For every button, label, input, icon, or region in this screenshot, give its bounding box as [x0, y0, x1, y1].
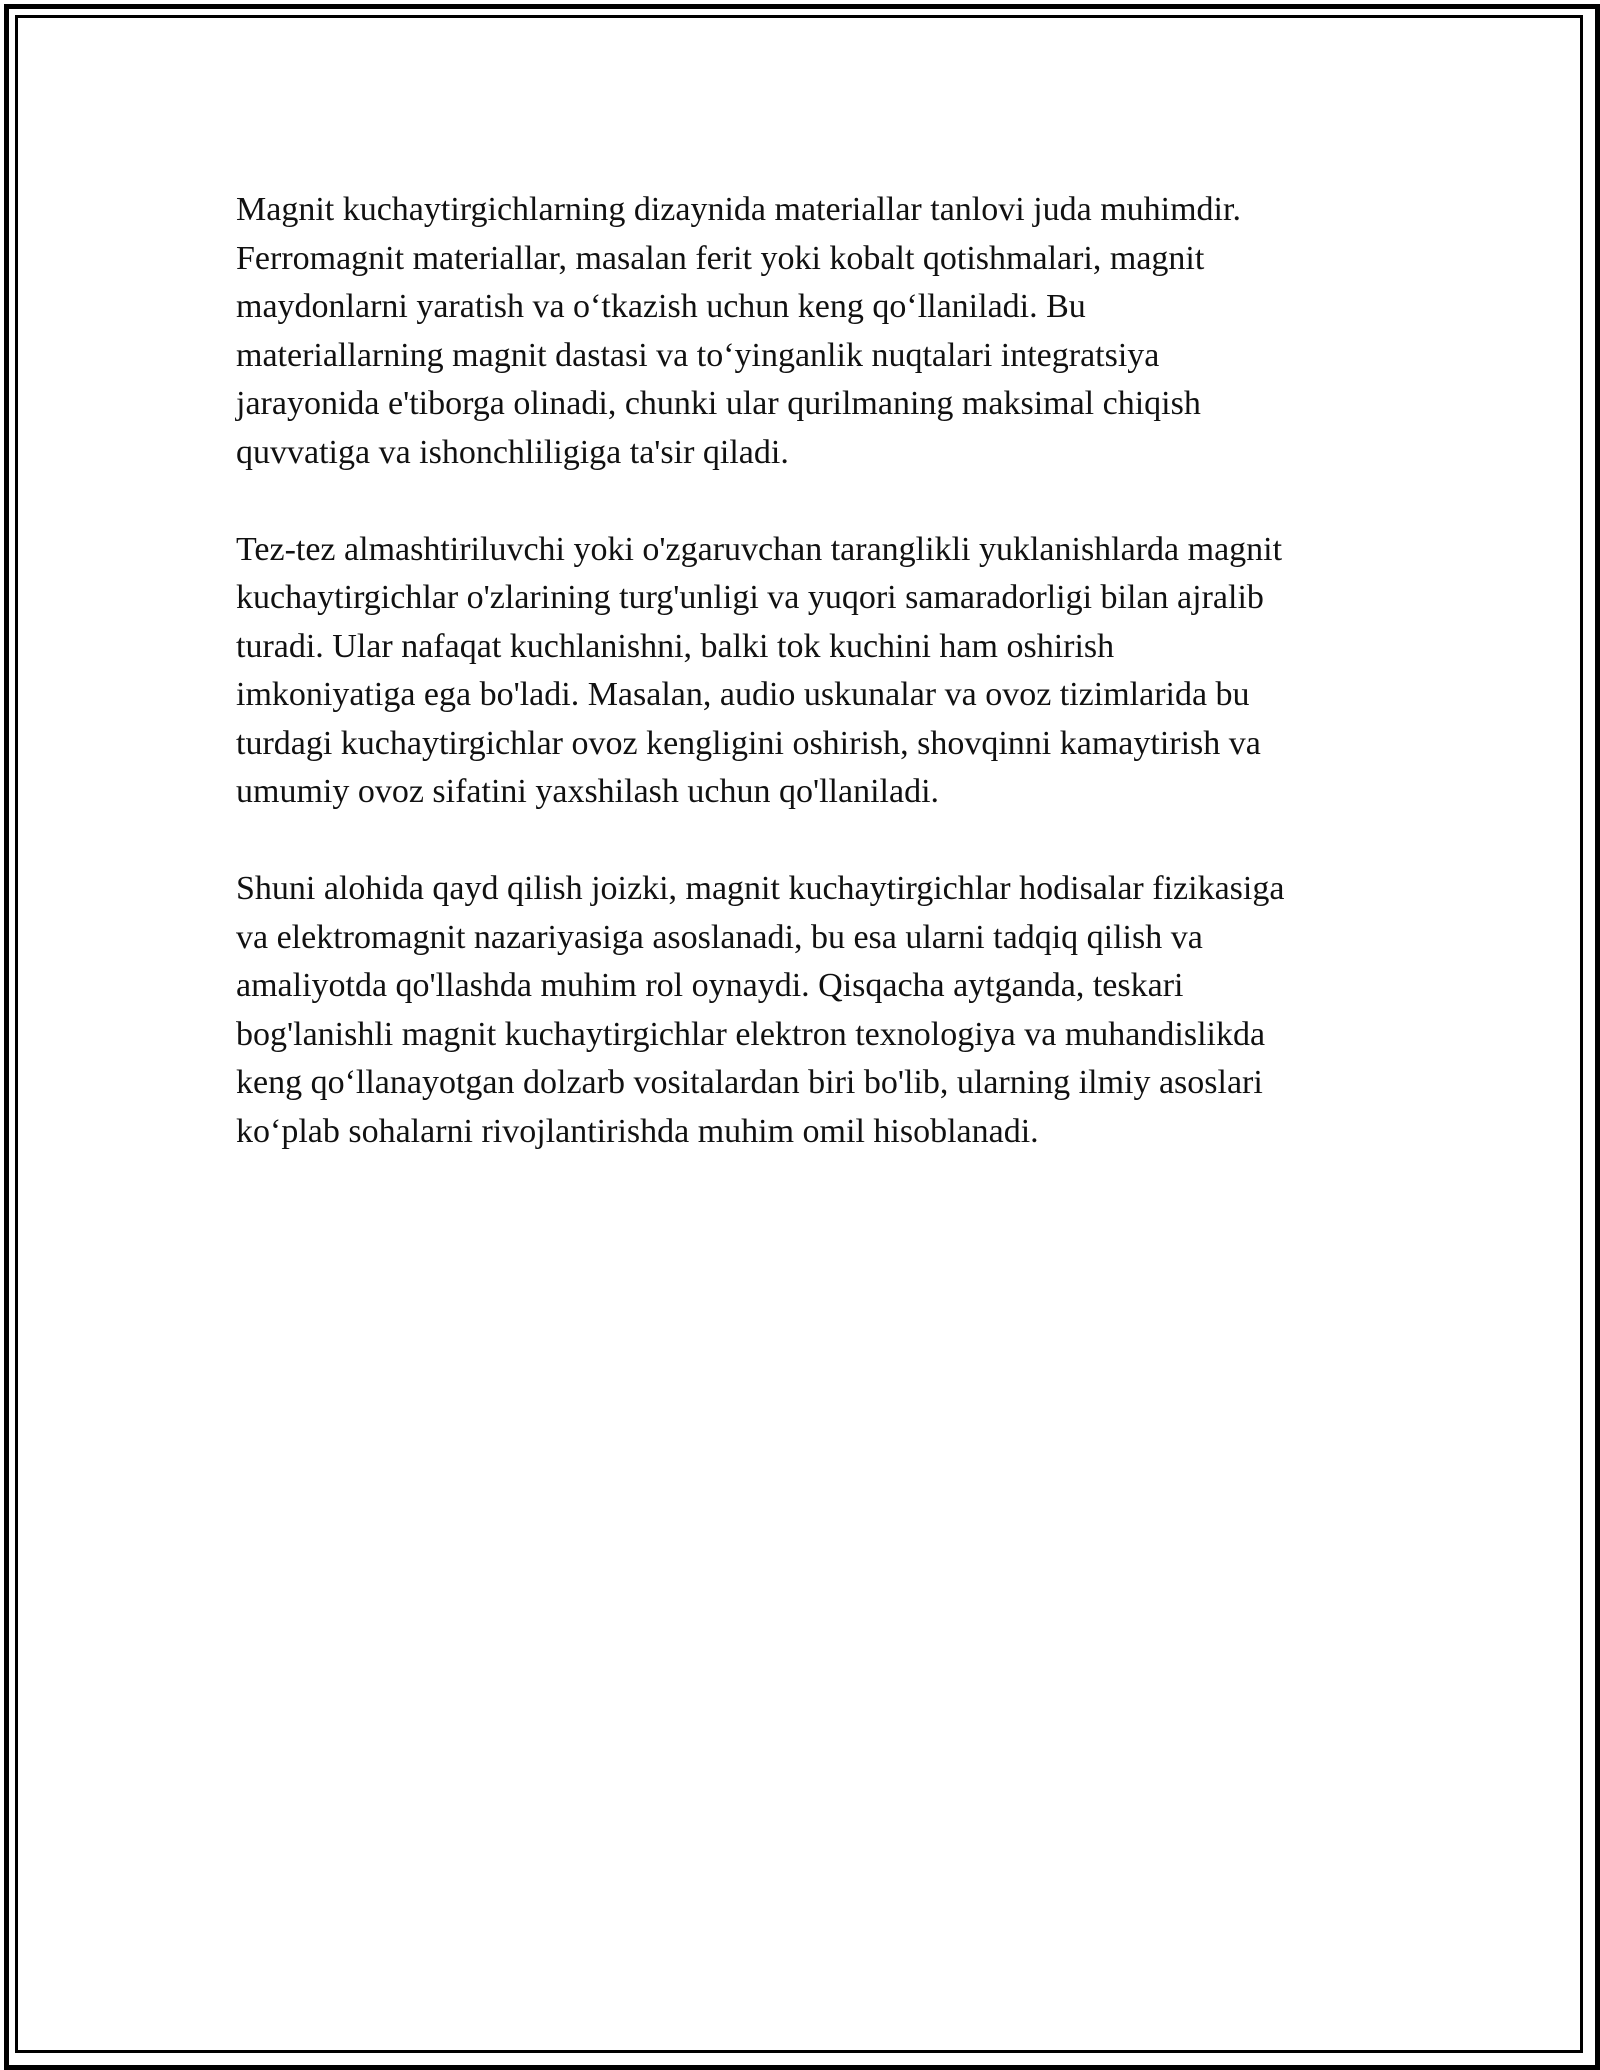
paragraph-line: amaliyotda qo'llashda muhim rol oynaydi. Qisqacha aytganda, teskari [236, 967, 1184, 1004]
paragraph-line: Tez-tez almashtiriluvchi yoki o'zgaruvchan taranglikli yuklanishlarda magnit [236, 530, 1283, 568]
paragraph-line: materiallarning magnit dastasi va to‘yinganlik nuqtalari integratsiya [236, 336, 1160, 374]
paragraph-line: maydonlarni yaratish va o‘tkazish uchun keng qo‘llaniladi. Bu [236, 288, 1086, 325]
paragraph-line: turadi. Ular nafaqat kuchlanishni, balki tok kuchini ham oshirish [236, 627, 1115, 665]
paragraph-line: Ferromagnit materiallar, masalan ferit yoki kobalt qotishmalari, magnit [236, 239, 1205, 277]
paragraph-2 [236, 526, 1386, 817]
paragraph-line: turdagi kuchaytirgichlar ovoz kengligini oshirish, shovqinni kamaytirish va [236, 724, 1261, 762]
paragraph-line: jarayonida e'tiborga olinadi, chunki ular qurilmaning maksimal chiqish [236, 385, 1201, 422]
document-body [236, 186, 1386, 1205]
paragraph-line: va elektromagnit nazariyasiga asoslanadi, bu esa ularni tadqiq qilish va [236, 918, 1203, 956]
paragraph-line: keng qo‘llanayotgan dolzarb vositalardan biri bo'lib, ularning ilmiy asoslari [236, 1064, 1263, 1101]
paragraph-line: umumiy ovoz sifatini yaxshilash uchun qo'llaniladi. [236, 773, 940, 810]
paragraph-line: quvvatiga va ishonchliligiga ta'sir qiladi. [236, 433, 789, 471]
paragraph-line: bog'lanishli magnit kuchaytirgichlar elektron texnologiya va muhandislikda [236, 1015, 1266, 1053]
paragraph-line: imkoniyatiga ega bo'ladi. Masalan, audio uskunalar va ovoz tizimlarida bu [236, 676, 1250, 713]
paragraph-line: Shuni alohida qayd qilish joizki, magnit kuchaytirgichlar hodisalar fizikasiga [236, 870, 1285, 907]
paragraph-line: kuchaytirgichlar o'zlarining turg'unligi va yuqori samaradorligi bilan ajralib [236, 579, 1264, 616]
paragraph-line: Magnit kuchaytirgichlarning dizaynida materiallar tanlovi juda muhimdir. [236, 191, 1241, 228]
paragraph-line: ko‘plab sohalarni rivojlantirishda muhim omil hisoblanadi. [236, 1112, 1039, 1150]
paragraph-3 [236, 865, 1386, 1156]
paragraph-1 [236, 186, 1386, 477]
